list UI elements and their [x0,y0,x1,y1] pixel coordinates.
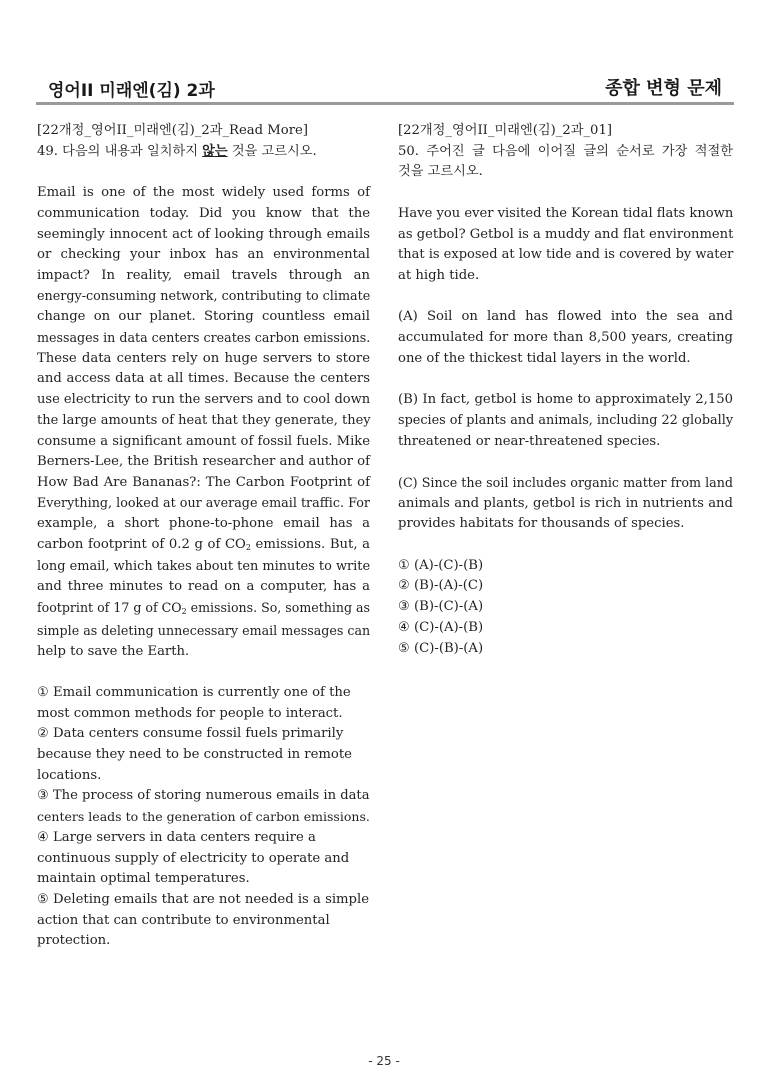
passage-line: seemingly innocent act of looking through emails [37,226,370,242]
choice-line: most common methods for people to interact. [37,705,343,721]
passage-line: example, a short phone-to-phone email has a [37,516,370,532]
passage-line: Everything, looked at our average email traffic. For [37,495,370,511]
choice-line[interactable]: ④ Large servers in data centers require a [37,829,316,845]
co2-subscript: 2 [181,607,187,617]
passage-line: Email is one of the most widely used forms of [37,185,370,201]
choice-line: because they need to be constructed in remote [37,747,352,763]
choice-line: locations. [37,767,102,783]
page-number: - 25 - [368,1054,400,1068]
question-50-prompt [398,142,733,183]
question-50-choices [398,556,733,660]
paragraph-c-line: provides habitats for thousands of species. [398,516,685,532]
intro-line: as getbol? Getbol is a muddy and flat environment [398,226,734,242]
intro-line: at high tide. [398,267,480,283]
choice-line[interactable]: ① Email communication is currently one of the [37,684,351,700]
choice-line[interactable]: ⑤ Deleting emails that are not needed is a simple [37,891,370,907]
question-49-prompt-emphasis: 않는 [202,143,228,159]
co2-line-1-end: emissions. But, a [250,537,370,553]
co2-line-2-end: emissions. So, something as [186,600,370,616]
question-50-intro [398,204,733,287]
passage-line: consume a significant amount of fossil fuels. Mike [37,433,370,449]
choice-line: protection. [37,933,111,949]
passage-line-co2-1 [37,535,370,557]
passage-line: These data centers rely on huge servers to store [37,350,370,366]
choice-line: continuous supply of electricity to operate and [37,850,350,866]
intro-line: Have you ever visited the Korean tidal flats known [398,205,734,221]
co2-line-2-start: footprint of 17 g of CO [37,600,182,616]
choice-5[interactable]: ⑤ (C)-(B)-(A) [398,640,484,656]
paragraph-c-line: animals and plants, getbol is rich in nutrients and [398,495,733,511]
question-50-prompt-line: 50. 주어진 글 다음에 이어질 글의 순서로 가장 적절한 [398,143,733,159]
passage-line: simple as deleting unnecessary email messages can [37,622,371,638]
question-49-passage [37,183,370,662]
header-section-title: 종합 변형 문제 [605,78,722,99]
co2-subscript: 2 [245,543,251,553]
paragraph-a [398,307,733,369]
passage-line: and three minutes to read on a computer, has a [37,579,370,595]
passage-line: change on our planet. Storing countless email [37,309,370,325]
passage-line: How Bad Are Bananas?: The Carbon Footprint of [37,474,370,490]
paragraph-b-line: (B) In fact, getbol is home to approximately 2,150 [398,392,733,408]
passage-line: help to save the Earth. [37,643,190,659]
passage-line: or checking your inbox has an environmental [37,247,370,263]
paragraph-a-line: (A) Soil on land has flowed into the sea and [398,309,733,325]
question-49-prompt-end: 것을 고르시오. [227,143,317,159]
paragraph-b-line: species of plants and animals, including 22 globally [398,412,734,428]
passage-line: Berners-Lee, the British researcher and author of [37,454,370,470]
choice-4[interactable]: ④ (C)-(A)-(B) [398,619,484,635]
paragraph-b-line: threatened or near-threatened species. [398,433,661,449]
paragraph-b [398,390,733,452]
question-50 [398,121,733,659]
paragraph-c [398,473,733,535]
passage-line: long email, which takes about ten minutes to write [37,558,371,574]
question-50-source-tag: [22개정_영어II_미래엔(김)_2과_01] [398,123,612,138]
passage-line: messages in data centers creates carbon emissions. [37,330,371,346]
passage-line: impact? In reality, email travels through an [37,267,370,283]
page-header [36,74,734,104]
header-course-title: 영어II 미래엔(김) 2과 [48,81,215,101]
choice-3[interactable]: ③ (B)-(C)-(A) [398,599,484,615]
question-49 [37,121,370,952]
intro-line: that is exposed at low tide and is covered by water [398,247,734,263]
header-divider [36,102,734,105]
question-49-prompt-start: 49. 다음의 내용과 일치하지 [37,143,203,159]
question-49-prompt [37,142,370,163]
passage-line: communication today. Did you know that the [37,205,370,221]
question-50-prompt-line: 것을 고르시오. [398,164,483,180]
choice-line: action that can contribute to environmental [37,912,330,928]
choice-1[interactable]: ① (A)-(C)-(B) [398,557,484,573]
paragraph-a-line: accumulated for more than 8,500 years, creating [398,330,733,345]
passage-line: use electricity to run the servers and to cool down [37,392,371,408]
choice-line: maintain optimal temperatures. [37,871,250,887]
passage-line-co2-2 [37,598,370,621]
choice-line[interactable]: ③ The process of storing numerous emails in data [37,788,370,804]
choice-line[interactable]: ② Data centers consume fossil fuels primarily [37,726,344,742]
paragraph-c-line: (C) Since the soil includes organic matter from land [398,474,733,490]
choice-line: centers leads to the generation of carbon emissions. [37,809,370,825]
choice-2[interactable]: ② (B)-(A)-(C) [398,578,484,594]
paragraph-a-line: one of the thickest tidal layers in the world. [398,350,691,366]
question-49-source-tag: [22개정_영어II_미래엔(김)_2과_Read More] [37,123,308,138]
question-49-choices [37,683,370,952]
passage-line: the large amounts of heat that they generate, they [37,412,371,428]
passage-line: energy-consuming network, contributing to climate [37,288,371,304]
passage-line: and access data at all times. Because the centers [37,371,370,387]
co2-line-1-start: carbon footprint of 0.2 g of CO [37,537,246,553]
